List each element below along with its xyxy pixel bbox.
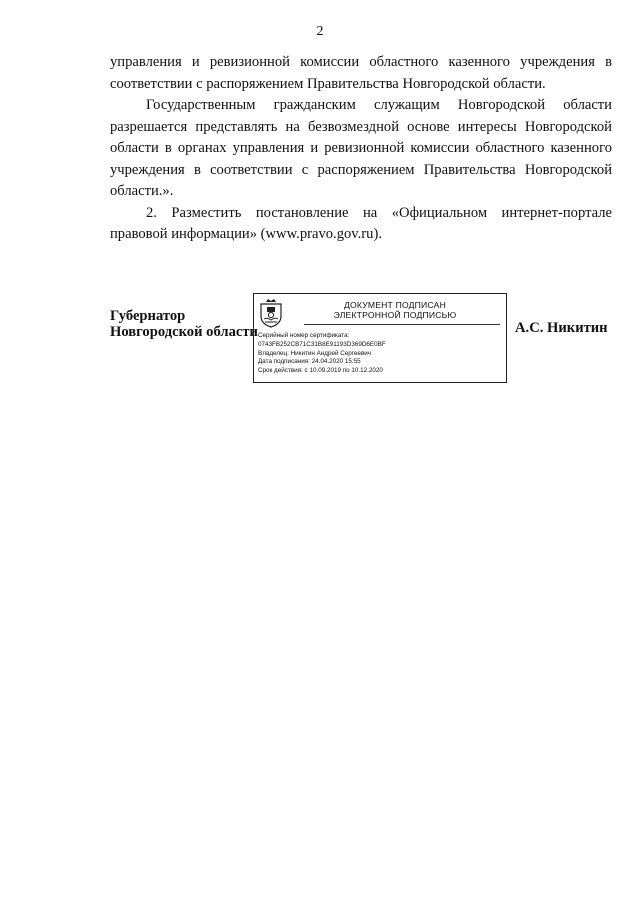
stamp-details <box>258 332 502 376</box>
document-body <box>110 52 612 246</box>
stamp-owner: Владелец: Никитин Андрей Сергеевич <box>258 349 372 357</box>
signatory-position <box>110 308 258 340</box>
stamp-heading-line2: ЭЛЕКТРОННОЙ ПОДПИСЬЮ <box>333 310 457 320</box>
stamp-validity: Срок действия: с 10.09.2019 по 10.12.2020 <box>258 367 383 375</box>
stamp-heading-divider <box>304 324 500 325</box>
paragraph-continuation: управления и ревизионной комиссии областного казенного учреждения в соответствии с распоряжением Правительства Новгородской области. <box>110 54 612 92</box>
signatory-position-line2: Новгородской области <box>110 324 258 340</box>
stamp-heading <box>286 300 504 320</box>
stamp-heading-line1: ДОКУМЕНТ ПОДПИСАН <box>343 300 446 310</box>
electronic-signature-stamp <box>253 293 507 383</box>
stamp-signed-date: Дата подписания: 24.04.2020 15:55 <box>258 358 361 366</box>
paragraph-civil-servants: Государственным гражданским служащим Новгородской области разрешается представлять на безвозмездной основе интересы Новгородской области в органах управления и ревизионной комиссии областного казенного учреждения в соответствии с распоряжением Правительства Новгородской области.». <box>110 97 612 199</box>
stamp-serial-value: 0743FB252CB71C31B8E91193D369D6E0BF <box>258 340 386 348</box>
novgorod-coat-of-arms-icon <box>258 298 284 328</box>
paragraph-publication: 2. Разместить постановление на «Официальном интернет-портале правовой информации» (www.pravo.gov.ru). <box>110 204 612 242</box>
signatory-name: А.С. Никитин <box>515 320 608 336</box>
signatory-position-line1: Губернатор <box>110 308 186 324</box>
page-number: 2 <box>316 24 324 39</box>
stamp-serial-label: Серийный номер сертификата: <box>258 332 350 339</box>
